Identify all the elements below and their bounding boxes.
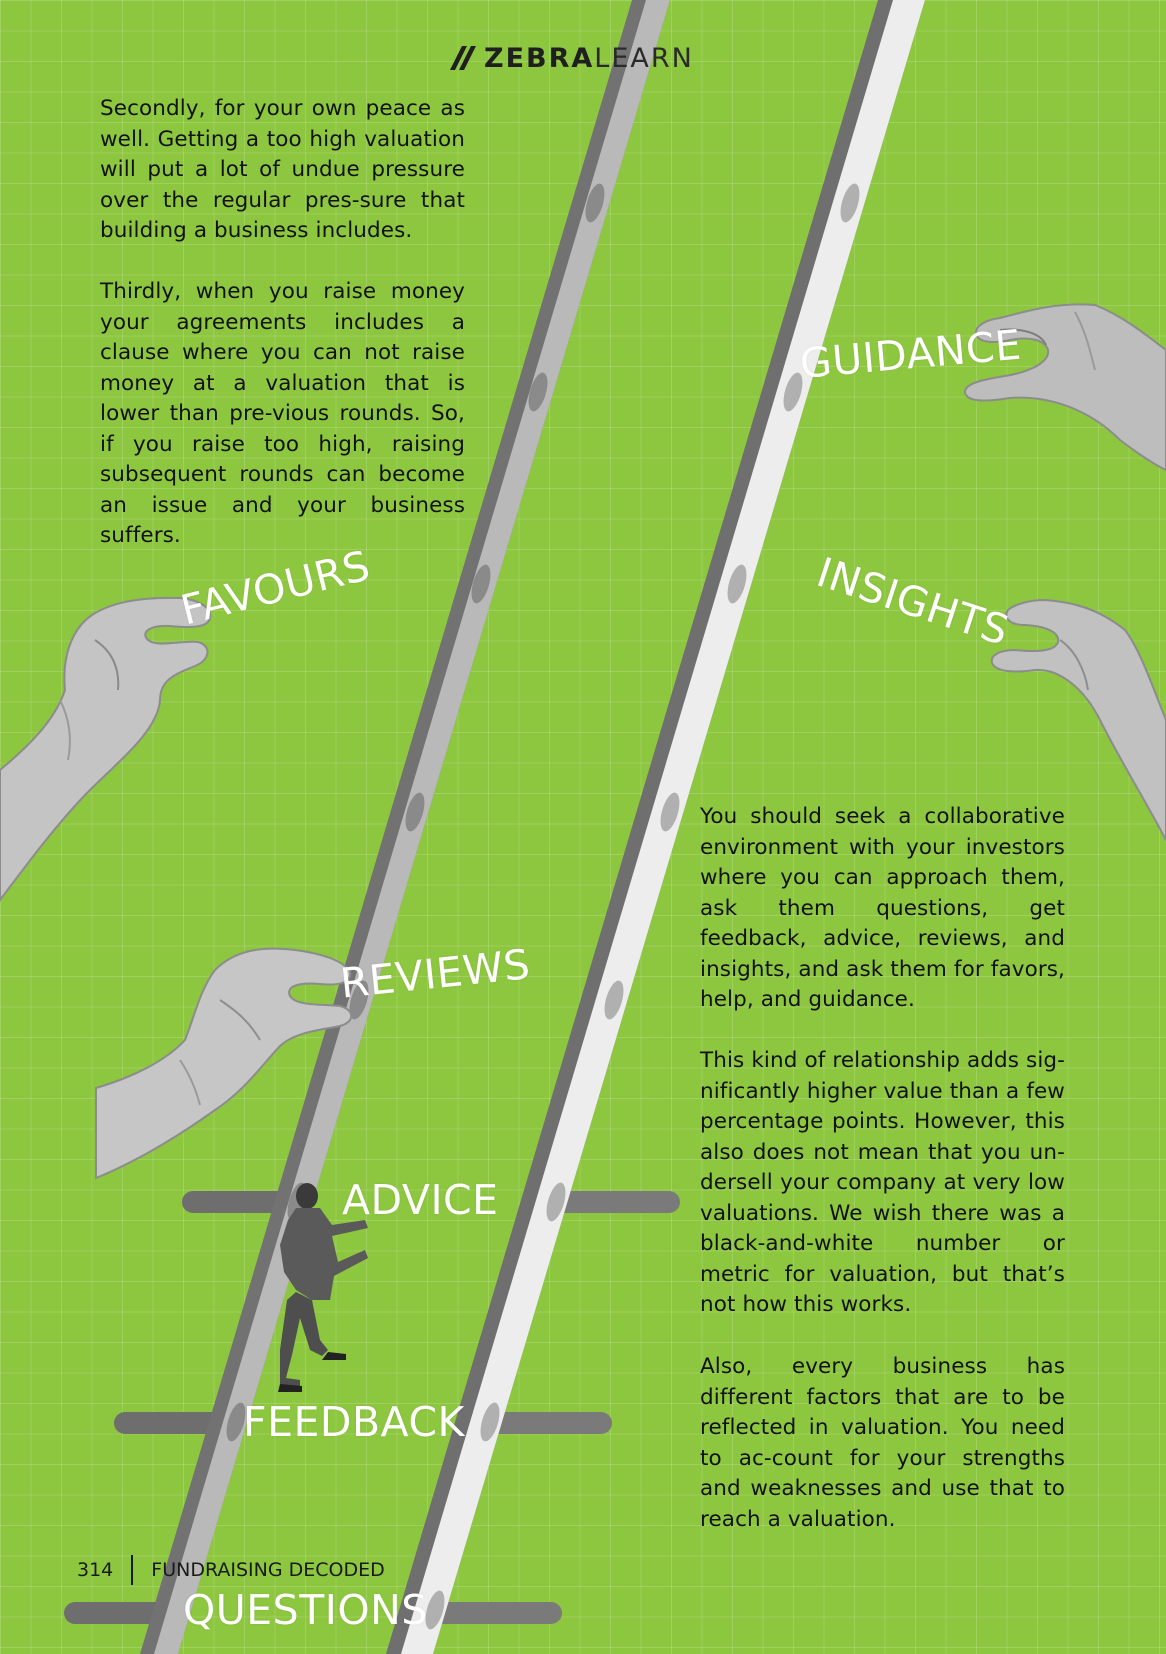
page-footer	[77, 1554, 385, 1586]
left-paragraph-2: Thirdly, when you raise money your agreements includes a clause where you can not raise money at a valuation that is lower than pre-vious rounds. So, if you raise too high, raising subsequent rounds can become an issue and your business suffers.	[100, 279, 465, 548]
word-advice: ADVICE	[342, 1176, 499, 1224]
page-number: 314	[77, 1559, 114, 1581]
right-paragraph-1: You should seek a collaborative environment with your investors where you can approach them, ask them questions, get feedback, advice, reviews, and insights, and ask them for favors, help, and guidance.	[700, 804, 1065, 1012]
left-paragraph-1: Secondly, for your own peace as well. Getting a too high valuation will put a lot of undue pressure over the regular pres-sure that building a business includes.	[100, 96, 465, 243]
right-paragraph-2: This kind of relationship adds sig-nificantly higher value than a few percentage points. However, this also does not mean that you un-dersell your company at very low valuations. We wish there was a black-and-white number or metric for valuation, but that’s not how this works.	[700, 1048, 1065, 1317]
word-reviews: REVIEWS	[338, 940, 533, 1008]
brand-name-bold: ZEBRA	[484, 42, 595, 74]
diagonal-stripes-icon	[450, 46, 476, 70]
brand-logo	[450, 40, 694, 76]
ladder-rung	[432, 1602, 562, 1624]
word-questions: QUESTIONS	[183, 1586, 428, 1634]
hand-favours	[0, 598, 210, 900]
word-favours: FAVOURS	[176, 541, 375, 635]
brand-name-light: LEARN	[594, 42, 694, 74]
book-title: FUNDRAISING DECODED	[151, 1559, 385, 1581]
right-paragraph-3: Also, every business has different factors that are to be reflected in valuation. You need to ac-count for your strengths and weaknesses and use that to reach a valuation.	[700, 1354, 1065, 1532]
footer-divider	[131, 1555, 133, 1585]
word-guidance: GUIDANCE	[798, 320, 1024, 388]
word-feedback: FEEDBACK	[243, 1398, 465, 1446]
word-insights: INSIGHTS	[811, 548, 1015, 656]
